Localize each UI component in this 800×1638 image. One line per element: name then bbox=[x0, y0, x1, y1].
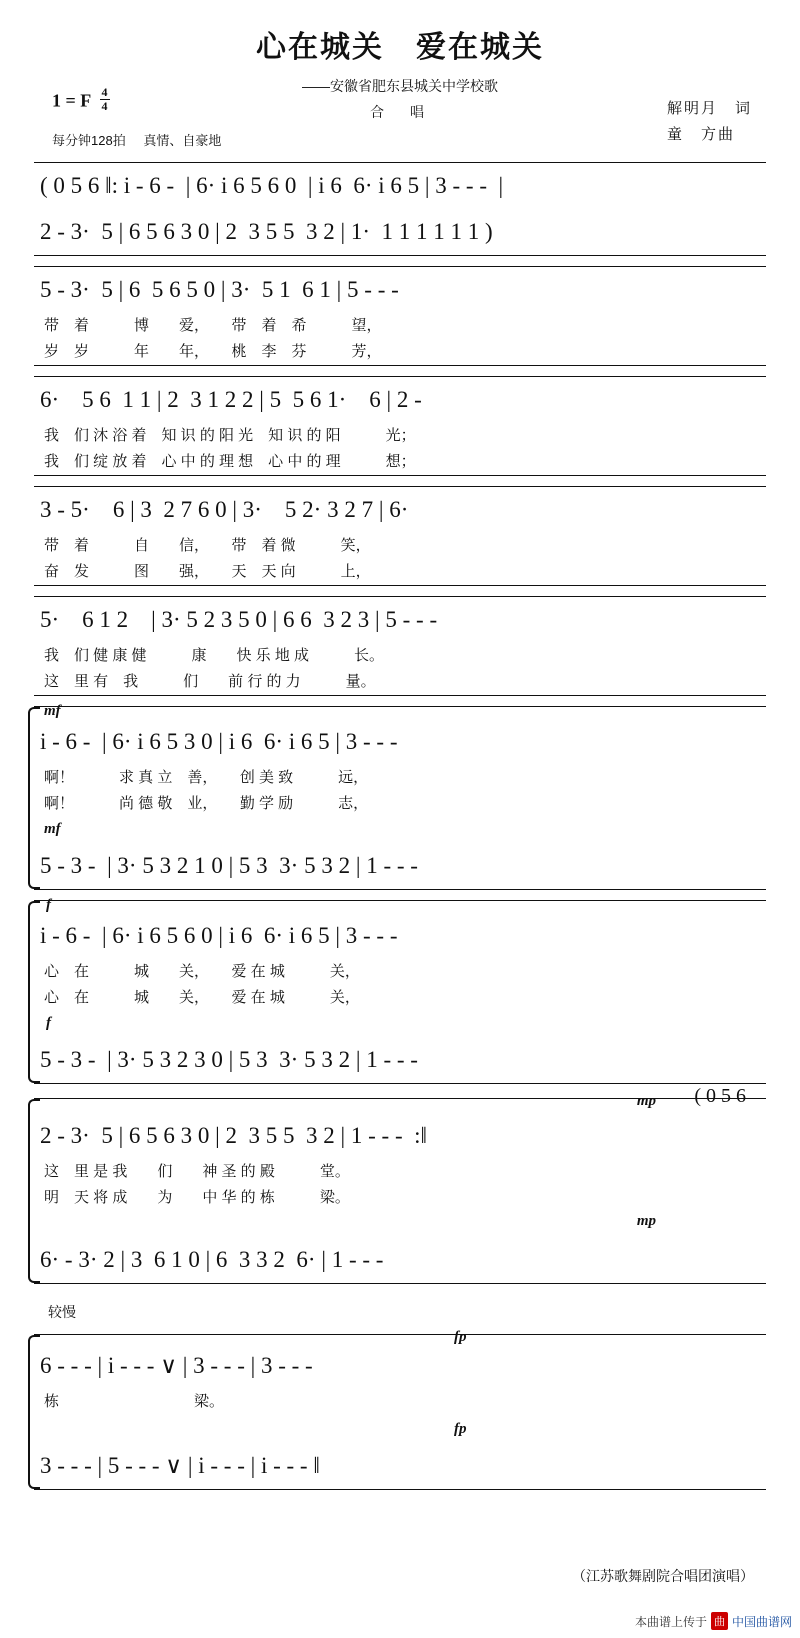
system-3-group bbox=[34, 376, 766, 476]
source-site-name[interactable]: 中国曲谱网 bbox=[731, 1614, 792, 1629]
lyric-verse-2: 奋 发 图 强， 天 天 向 上， bbox=[44, 563, 371, 580]
lyric-verse-2: 这 里 有 我 们 前 行 的 力 量。 bbox=[44, 673, 376, 690]
system-5-notes bbox=[34, 597, 766, 643]
time-signature bbox=[100, 86, 110, 112]
repeat-pickup-notes: ( 0 5 6 bbox=[694, 1085, 746, 1107]
system-2-group bbox=[34, 266, 766, 366]
key-signature bbox=[52, 86, 110, 112]
system-6-upper-notes bbox=[34, 719, 766, 765]
arrangement-label: 合 唱 bbox=[370, 104, 430, 120]
system-7-upper-notes bbox=[34, 913, 766, 959]
dynamic-f-upper: f bbox=[46, 897, 51, 913]
system-6 bbox=[34, 703, 766, 890]
time-signature-numerator: 4 bbox=[101, 85, 108, 99]
system-9-upper-notes bbox=[34, 1343, 766, 1389]
system-6-group bbox=[34, 703, 766, 890]
lyric-verse-1: 这 里 是 我 们 神 圣 的 殿 堂。 bbox=[44, 1163, 350, 1180]
expression-marking: 真情、自豪地 bbox=[143, 133, 222, 148]
system-1 bbox=[34, 162, 766, 256]
lyricist-credit: 解明月 词 bbox=[666, 100, 752, 117]
dynamic-mf-upper: mf bbox=[44, 703, 61, 719]
source-prefix: 本曲谱上传于 bbox=[634, 1614, 707, 1629]
dynamic-mp-lower: mp bbox=[636, 1213, 656, 1229]
page-title: 心在城关 爱在城关 bbox=[256, 31, 544, 64]
system-8-upper-notes bbox=[34, 1113, 766, 1159]
notation-line: 2 - 3· 5 | 6 5 6 3 0 | 2 3 5 5 3 2 | 1 - - - :‖ bbox=[40, 1123, 427, 1148]
notation-line: i - 6 - | 6· i 6 5 6 0 | i 6 6· i 6 5 | 3 - - - bbox=[40, 923, 398, 948]
page-subtitle: ——安徽省肥东县城关中学校歌 bbox=[302, 78, 498, 94]
lyric-verse-1: 心 在 城 关， 爱 在 城 关， bbox=[44, 963, 360, 980]
notation-line: 5· 6 1 2 | 3· 5 2 3 5 0 | 6 6 3 2 3 | 5 - - - bbox=[40, 607, 438, 632]
notation-line: 5 - 3· 5 | 6 5 6 5 0 | 3· 5 1 6 1 | 5 - - - bbox=[40, 277, 399, 302]
notation-line: 2 - 3· 5 | 6 5 6 3 0 | 2 3 5 5 3 2 | 1· 1 1 1 1 1 1 ) bbox=[40, 219, 493, 244]
dynamic-mf-lower: mf bbox=[44, 821, 61, 837]
dynamic-fp-upper: fp bbox=[454, 1329, 467, 1345]
lyric-verse-2: 心 在 城 关， 爱 在 城 关， bbox=[44, 989, 360, 1006]
dynamic-fp-lower: fp bbox=[454, 1421, 467, 1437]
lyric-verse-2: 我 们 绽 放 着 心 中 的 理 想 心 中 的 理 想； bbox=[44, 453, 416, 470]
lyric-verse-2: 啊！ 尚 德 敬 业， 勤 学 励 志， bbox=[44, 795, 369, 812]
system-6-lower-notes bbox=[34, 843, 766, 889]
system-3-notes bbox=[34, 377, 766, 423]
performer-note: （江苏歌舞剧院合唱团演唱） bbox=[572, 1568, 754, 1584]
system-4 bbox=[34, 486, 766, 586]
system-4-notes bbox=[34, 487, 766, 533]
dynamic-mp-upper: mp bbox=[636, 1093, 656, 1109]
composer-credit: 童 方曲 bbox=[666, 125, 735, 143]
lyric-verse-1: 啊！ 求 真 立 善， 创 美 致 远， bbox=[44, 769, 369, 786]
system-7-group bbox=[34, 897, 766, 1084]
system-2-notes bbox=[34, 267, 766, 313]
system-3 bbox=[34, 376, 766, 476]
system-9 bbox=[34, 1302, 766, 1490]
lyric-verse-1: 带 着 博 爱， 带 着 希 望， bbox=[44, 317, 382, 334]
notation-line: 3 - - - | 5 - - - ∨ | i - - - | i - - - ‖ bbox=[40, 1453, 320, 1478]
system-1-line-1 bbox=[34, 163, 766, 209]
lyric-verse-1: 我 们 健 康 健 康 快 乐 地 成 长。 bbox=[44, 647, 385, 664]
tempo-block bbox=[52, 130, 221, 149]
system-9-lower-notes bbox=[34, 1443, 766, 1489]
system-8 bbox=[34, 1085, 766, 1284]
lyric-coda: 栋 梁。 bbox=[44, 1393, 225, 1410]
time-signature-denominator: 4 bbox=[101, 98, 108, 113]
key-label: 1 = F bbox=[52, 90, 92, 111]
lyric-verse-1: 我 们 沐 浴 着 知 识 的 阳 光 知 识 的 阳 光； bbox=[44, 427, 416, 444]
lyric-verse-1: 带 着 自 信， 带 着 微 笑， bbox=[44, 537, 371, 554]
notation-line: i - 6 - | 6· i 6 5 3 0 | i 6 6· i 6 5 | 3 - - - bbox=[40, 729, 398, 754]
notation-line: 3 - 5· 6 | 3 2 7 6 0 | 3· 5 2· 3 2 7 | 6· bbox=[40, 497, 409, 522]
system-7-lower-notes bbox=[34, 1037, 766, 1083]
tempo-marking: 每分钟128拍 bbox=[52, 133, 126, 148]
system-8-group bbox=[34, 1085, 766, 1284]
notation-line: 5 - 3 - | 3· 5 3 2 3 0 | 5 3 3· 5 3 2 | 1 - - - bbox=[40, 1047, 418, 1072]
lyric-verse-2: 岁 岁 年 年， 桃 李 芬 芳， bbox=[44, 343, 382, 360]
lyric-verse-2: 明 天 将 成 为 中 华 的 栋 梁。 bbox=[44, 1189, 350, 1206]
system-9-group bbox=[34, 1329, 766, 1490]
system-5-group bbox=[34, 596, 766, 696]
coda-tempo-mark: 较慢 bbox=[48, 1304, 76, 1320]
system-7 bbox=[34, 897, 766, 1084]
source-logo-icon: 曲 bbox=[711, 1612, 728, 1630]
notation-line: 5 - 3 - | 3· 5 3 2 1 0 | 5 3 3· 5 3 2 | 1 - - - bbox=[40, 853, 418, 878]
notation-line: ( 0 5 6 ‖: i - 6 - | 6· i 6 5 6 0 | i 6 6· i 6 5 | 3 - - - | bbox=[40, 173, 504, 198]
notation-line: 6 - - - | i - - - ∨ | 3 - - - | 3 - - - bbox=[40, 1353, 313, 1378]
system-5 bbox=[34, 596, 766, 696]
source-watermark bbox=[635, 1612, 792, 1630]
credits bbox=[667, 96, 752, 147]
system-8-lower-notes bbox=[34, 1237, 766, 1283]
notation-line: 6· - 3· 2 | 3 6 1 0 | 6 3 3 2 6· | 1 - - - bbox=[40, 1247, 384, 1272]
system-1-line-2 bbox=[34, 209, 766, 255]
system-1-group bbox=[34, 162, 766, 256]
notation-line: 6· 5 6 1 1 | 2 3 1 2 2 | 5 5 6 1· 6 | 2 - bbox=[40, 387, 422, 412]
system-2 bbox=[34, 266, 766, 366]
dynamic-f-lower: f bbox=[46, 1015, 51, 1031]
score-area bbox=[0, 152, 800, 1490]
system-4-group bbox=[34, 486, 766, 586]
